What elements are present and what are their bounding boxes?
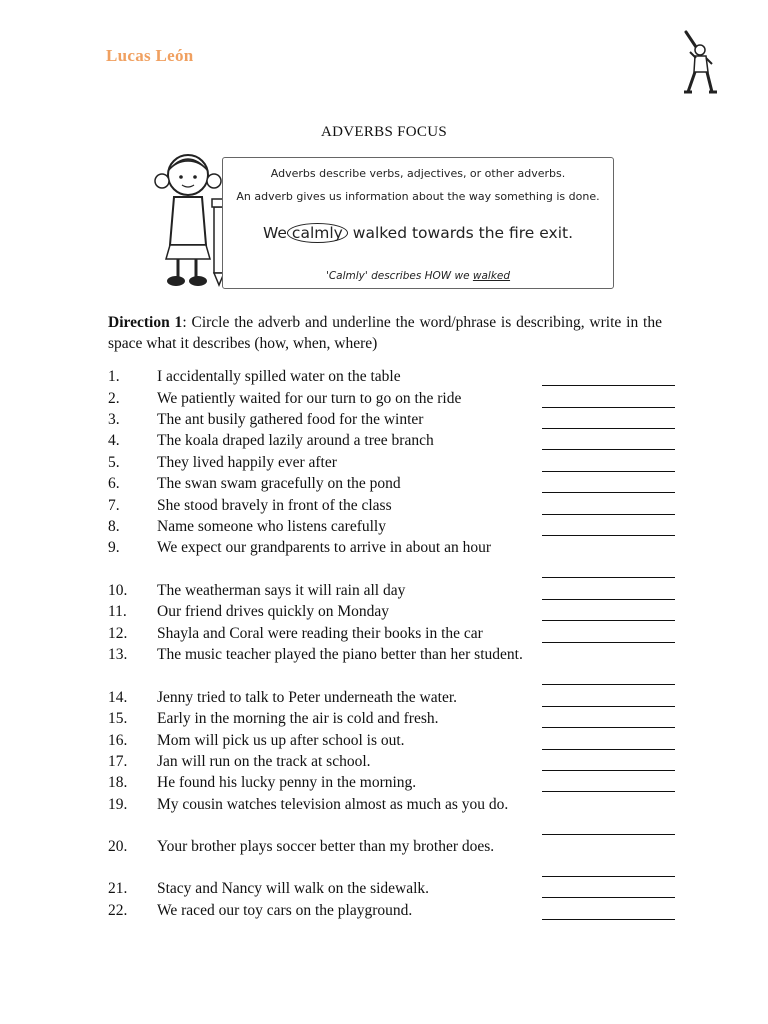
baseball-player-icon bbox=[664, 30, 724, 96]
question-number: 11. bbox=[108, 603, 127, 620]
question-text: I accidentally spilled water on the table bbox=[157, 368, 401, 385]
question-number: 7. bbox=[108, 497, 120, 514]
question-text: The swan swam gracefully on the pond bbox=[157, 475, 401, 492]
question-text: The ant busily gathered food for the winter bbox=[157, 411, 424, 428]
question-text: They lived happily ever after bbox=[157, 454, 337, 471]
note-before: 'Calmly' describes HOW we bbox=[325, 270, 470, 282]
answer-blank[interactable] bbox=[542, 449, 675, 450]
author-name: Lucas León bbox=[106, 46, 194, 65]
direction-label: Direction 1 bbox=[108, 314, 183, 331]
question-text: He found his lucky penny in the morning. bbox=[157, 774, 417, 791]
answer-blank[interactable] bbox=[542, 514, 675, 515]
question-text: My cousin watches television almost as much as you do. bbox=[157, 796, 509, 813]
question-number: 12. bbox=[108, 625, 128, 642]
adverb-info-box bbox=[150, 147, 614, 291]
note-underlined: walked bbox=[472, 270, 511, 282]
question-text: Jan will run on the track at school. bbox=[157, 753, 371, 770]
example-sentence bbox=[223, 223, 613, 243]
question-number: 19. bbox=[108, 796, 128, 813]
example-adverb-circled: calmly bbox=[287, 223, 348, 243]
question-number: 15. bbox=[108, 710, 128, 727]
answer-blank[interactable] bbox=[542, 642, 675, 643]
worksheet-title: ADVERBS FOCUS bbox=[320, 124, 448, 140]
question-number: 13. bbox=[108, 646, 128, 663]
direction-text: : Circle the adverb and underline the word/phrase is describing, write in the space what it describes (how, when, where) bbox=[108, 314, 662, 352]
question-number: 4. bbox=[108, 432, 120, 449]
answer-blank[interactable] bbox=[542, 834, 675, 835]
direction-instructions bbox=[108, 312, 662, 354]
answer-blank[interactable] bbox=[542, 727, 675, 728]
question-text: The koala draped lazily around a tree branch bbox=[157, 432, 434, 449]
answer-blank[interactable] bbox=[542, 706, 675, 707]
answer-blank[interactable] bbox=[542, 770, 675, 771]
question-number: 6. bbox=[108, 475, 120, 492]
answer-blank[interactable] bbox=[542, 385, 675, 386]
answer-blank[interactable] bbox=[542, 919, 675, 920]
question-number: 14. bbox=[108, 689, 128, 706]
question-text: The weatherman says it will rain all day bbox=[157, 582, 406, 599]
answer-blank[interactable] bbox=[542, 492, 675, 493]
answer-blank[interactable] bbox=[542, 876, 675, 877]
question-text: We raced our toy cars on the playground. bbox=[157, 902, 413, 919]
question-text: Name someone who listens carefully bbox=[157, 518, 386, 535]
question-number: 2. bbox=[108, 390, 120, 407]
answer-blank[interactable] bbox=[542, 407, 675, 408]
question-number: 18. bbox=[108, 774, 128, 791]
question-number: 22. bbox=[108, 902, 128, 919]
question-text: The music teacher played the piano better than her student. bbox=[157, 646, 523, 663]
question-number: 17. bbox=[108, 753, 128, 770]
definition-line-1: Adverbs describe verbs, adjectives, or other adverbs. bbox=[270, 167, 566, 180]
answer-blank[interactable] bbox=[542, 428, 675, 429]
question-number: 20. bbox=[108, 838, 128, 855]
question-text: Our friend drives quickly on Monday bbox=[157, 603, 390, 620]
question-text: Your brother plays soccer better than my brother does. bbox=[157, 838, 495, 855]
question-text: Jenny tried to talk to Peter underneath the water. bbox=[157, 689, 458, 706]
example-before: We bbox=[262, 224, 287, 242]
question-number: 8. bbox=[108, 518, 120, 535]
definition-line-2: An adverb gives us information about the way something is done. bbox=[236, 190, 600, 203]
adverb-definition-panel bbox=[222, 157, 614, 289]
answer-blank[interactable] bbox=[542, 620, 675, 621]
question-text: We patiently waited for our turn to go on the ride bbox=[157, 390, 462, 407]
question-number: 21. bbox=[108, 880, 128, 897]
question-text: She stood bravely in front of the class bbox=[157, 497, 392, 514]
example-note bbox=[223, 270, 613, 282]
answer-blank[interactable] bbox=[542, 535, 675, 536]
question-number: 16. bbox=[108, 732, 128, 749]
answer-blank[interactable] bbox=[542, 599, 675, 600]
question-number: 3. bbox=[108, 411, 120, 428]
question-number: 9. bbox=[108, 539, 120, 556]
question-text: We expect our grandparents to arrive in about an hour bbox=[157, 539, 492, 556]
answer-blank[interactable] bbox=[542, 791, 675, 792]
question-text: Shayla and Coral were reading their books in the car bbox=[157, 625, 483, 642]
answer-blank[interactable] bbox=[542, 471, 675, 472]
answer-blank[interactable] bbox=[542, 749, 675, 750]
question-text: Early in the morning the air is cold and fresh. bbox=[157, 710, 439, 727]
answer-blank[interactable] bbox=[542, 577, 675, 578]
question-text: Mom will pick us up after school is out. bbox=[157, 732, 405, 749]
answer-blank[interactable] bbox=[542, 684, 675, 685]
example-after: walked towards the fire exit. bbox=[352, 224, 574, 242]
question-text: Stacy and Nancy will walk on the sidewalk. bbox=[157, 880, 430, 897]
question-number: 5. bbox=[108, 454, 120, 471]
answer-blank[interactable] bbox=[542, 897, 675, 898]
question-number: 1. bbox=[108, 368, 120, 385]
question-number: 10. bbox=[108, 582, 128, 599]
